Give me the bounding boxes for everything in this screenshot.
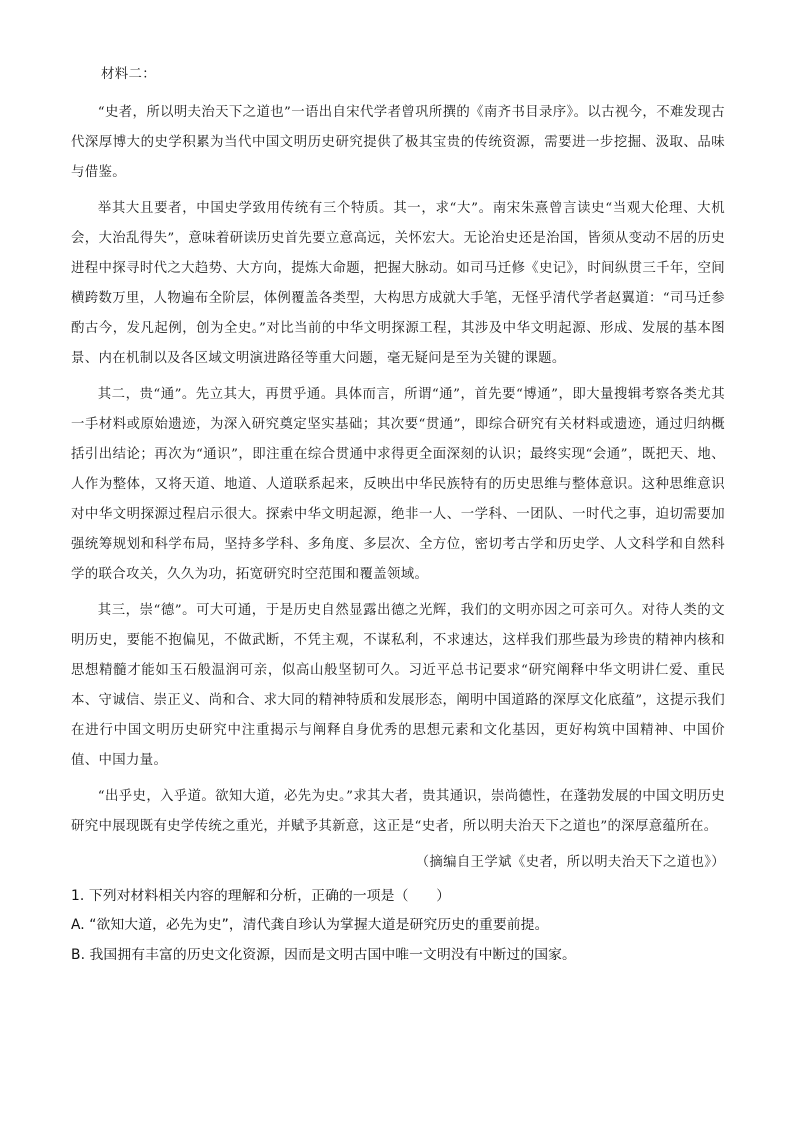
- option-b[interactable]: B. 我国拥有丰富的历史文化资源，因而是文明古国中唯一文明没有中断过的国家。: [71, 947, 576, 963]
- option-a[interactable]: A. “欲知大道，必先为史”，清代龚自珍认为掌握大道是研究历史的重要前提。: [71, 917, 549, 933]
- question-block: [71, 882, 725, 970]
- paragraph-1: “史者，所以明夫治天下之道也”一语出自宋代学者曾巩所撰的《南齐书目录序》。以古视今，不难发现古代深厚博大的史学积累为当代中国文明历史研究提供了极其宝贵的传统资源，需要进一步挖掘、汲取、品味与借鉴。: [71, 105, 726, 180]
- paragraph-2: 举其大且要者，中国史学致用传统有三个特质。其一，求“大”。南宋朱熹曾言读史“当观大伦理、大机会，大治乱得失”，意味着研读历史首先要立意高远，关怀宏大。无论治史还是治国，皆须从变动不居的历史进程中探寻时代之大趋势、大方向，提炼大命题，把握大脉动。如司马迁修《史记》，时间纵贯三千年，空间横跨数万里，人物遍布全阶层，体例覆盖各类型，大构思方成就大手笔，无怪乎清代学者赵翼道：“司马迁参酌古今，发凡起例，创为全史。”对比当前的中华文明探源工程，其涉及中华文明起源、形成、发展的基本图景、内在机制以及各区域文明演进路径等重大问题，毫无疑问是至为关键的课题。: [71, 201, 725, 366]
- paragraph-4: 其三，崇“德”。可大可通，于是历史自然显露出德之光辉，我们的文明亦因之可亲可久。对待人类的文明历史，要能不抱偏见，不做武断，不凭主观，不谋私利，不求速达，这样我们那些最为珍贵的精神内核和思想精髓才能如玉石般温润可亲，似高山般坚韧可久。习近平总书记要求“研究阐释中华文明讲仁爱、重民本、守诚信、崇正义、尚和合、求大同的精神特质和发展形态，阐明中国道路的深厚文化底蕴”，这提示我们在进行中国文明历史研究中注重揭示与阐释自身优秀的思想元素和文化基因，更好构筑中国精神、中国价值、中国力量。: [71, 603, 725, 768]
- source-citation: （摘编自王学斌《史者，所以明夫治天下之道也》）: [415, 855, 725, 870]
- section-label: 材料二：: [101, 67, 156, 82]
- document-page: [71, 58, 725, 970]
- paragraph-3: 其二，贵“通”。先立其大，再贯乎通。具体而言，所谓“通”，首先要“博通”，即大量搜辑考察各类尤其一手材料或原始遗迹，为深入研究奠定坚实基础；其次要“贯通”，即综合研究有关材料或遗迹，通过归纳概括引出结论；再次为“通识”，即注重在综合贯通中求得更全面深刻的认识；最终实现“会通”，既把天、地、人作为整体，又将天道、地道、人道联系起来，反映出中华民族特有的历史思维与整体意识。这种思维意识对中华文明探源过程启示很大。探索中华文明起源，绝非一人、一学科、一团队、一时代之事，迫切需要加强统筹规划和科学布局，坚持多学科、多角度、多层次、全方位，密切考古学和历史学、人文科学和自然科学的联合攻关，久久为功，拓宽研究时空范围和覆盖领域。: [71, 387, 725, 582]
- paragraph-5: “出乎史，入乎道。欲知大道，必先为史。”求其大者，贵其通识，崇尚德性，在蓬勃发展的中国文明历史研究中展现既有史学传统之重光，并赋予其新意，这正是“史者，所以明夫治天下之道也”的深厚意蕴所在。: [71, 789, 725, 834]
- question-stem: 1. 下列对材料相关内容的理解和分析，正确的一项是（ ）: [71, 888, 451, 904]
